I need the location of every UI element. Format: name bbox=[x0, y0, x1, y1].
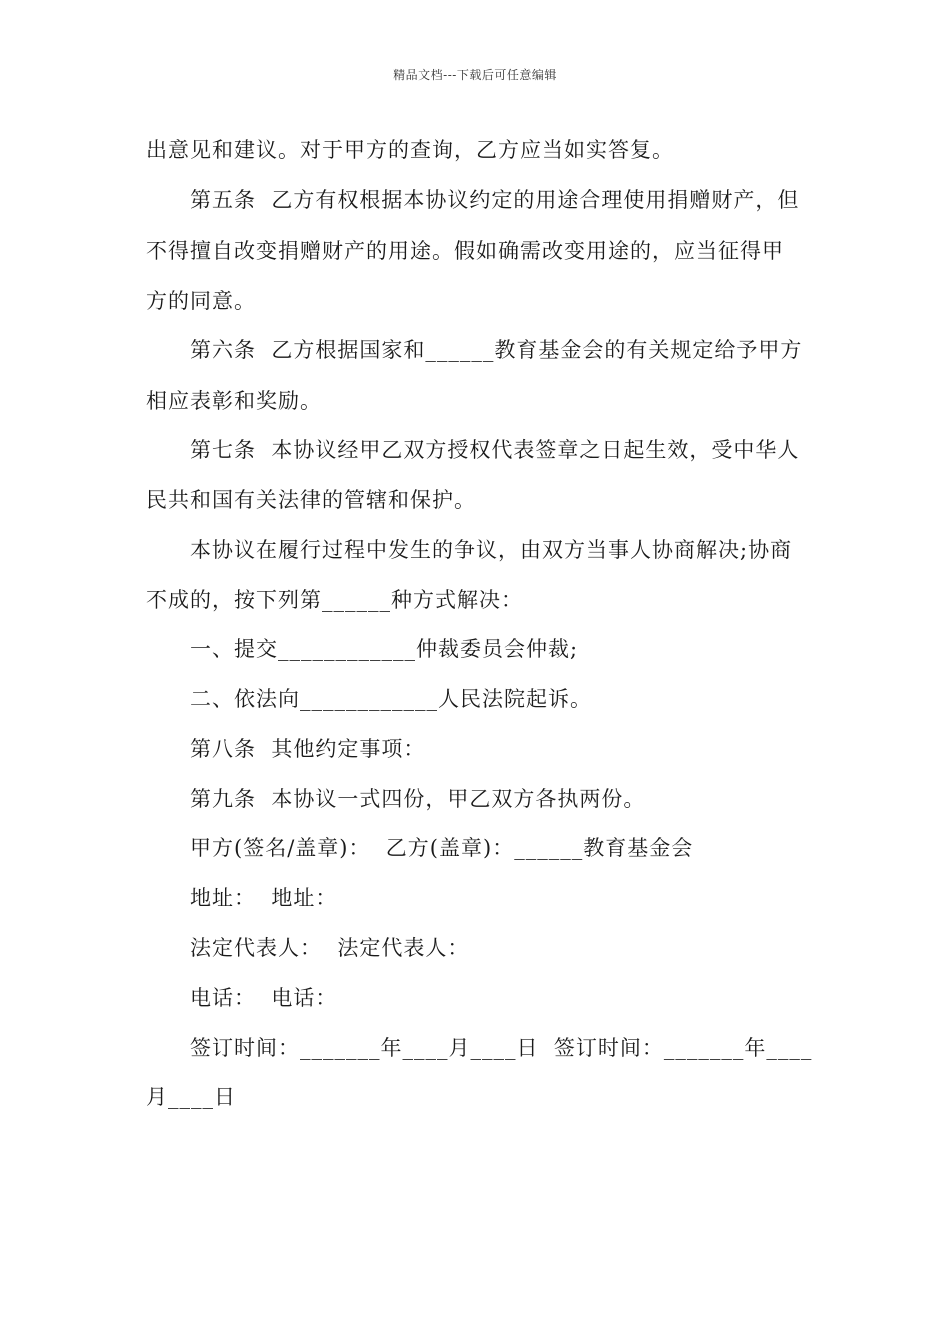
paragraph-line: 二、依法向____________人民法院起诉。 bbox=[190, 687, 592, 711]
paragraph-line: 第五条 乙方有权根据本协议约定的用途合理使用捐赠财产，但 bbox=[190, 188, 800, 212]
paragraph-line: 本协议在履行过程中发生的争议，由双方当事人协商解决;协商 bbox=[190, 538, 793, 562]
page-header: 精品文档---下载后可任意编辑 bbox=[393, 68, 557, 82]
paragraph-line: 第九条 本协议一式四份，甲乙双方各执两份。 bbox=[190, 787, 646, 811]
paragraph-line: 方的同意。 bbox=[146, 289, 256, 313]
paragraph-line: 不得擅自改变捐赠财产的用途。假如确需改变用途的，应当征得甲 bbox=[146, 239, 784, 263]
phone-line: 电话： 电话： bbox=[190, 986, 338, 1010]
paragraph-line: 民共和国有关法律的管辖和保护。 bbox=[146, 488, 476, 512]
signature-party-line: 甲方(签名/盖章)： 乙方(盖章)：______教育基金会 bbox=[190, 836, 694, 860]
address-line: 地址： 地址： bbox=[190, 886, 338, 910]
paragraph-line: 第六条 乙方根据国家和______教育基金会的有关规定给予甲方 bbox=[190, 338, 803, 362]
signing-date-line: 签订时间：_______年____月____日 签订时间：_______年____ bbox=[190, 1036, 813, 1060]
paragraph-line: 第八条 其他约定事项： bbox=[190, 737, 426, 761]
paragraph-line: 出意见和建议。对于甲方的查询，乙方应当如实答复。 bbox=[146, 138, 674, 162]
paragraph-line: 相应表彰和奖励。 bbox=[146, 389, 322, 413]
paragraph-line: 不成的，按下列第______种方式解决： bbox=[146, 588, 523, 612]
signing-date-line-continued: 月____日 bbox=[146, 1085, 236, 1109]
paragraph-line: 第七条 本协议经甲乙双方授权代表签章之日起生效，受中华人 bbox=[190, 438, 800, 462]
paragraph-line: 一、提交____________仲裁委员会仲裁; bbox=[190, 637, 579, 661]
legal-representative-line: 法定代表人： 法定代表人： bbox=[190, 936, 470, 960]
